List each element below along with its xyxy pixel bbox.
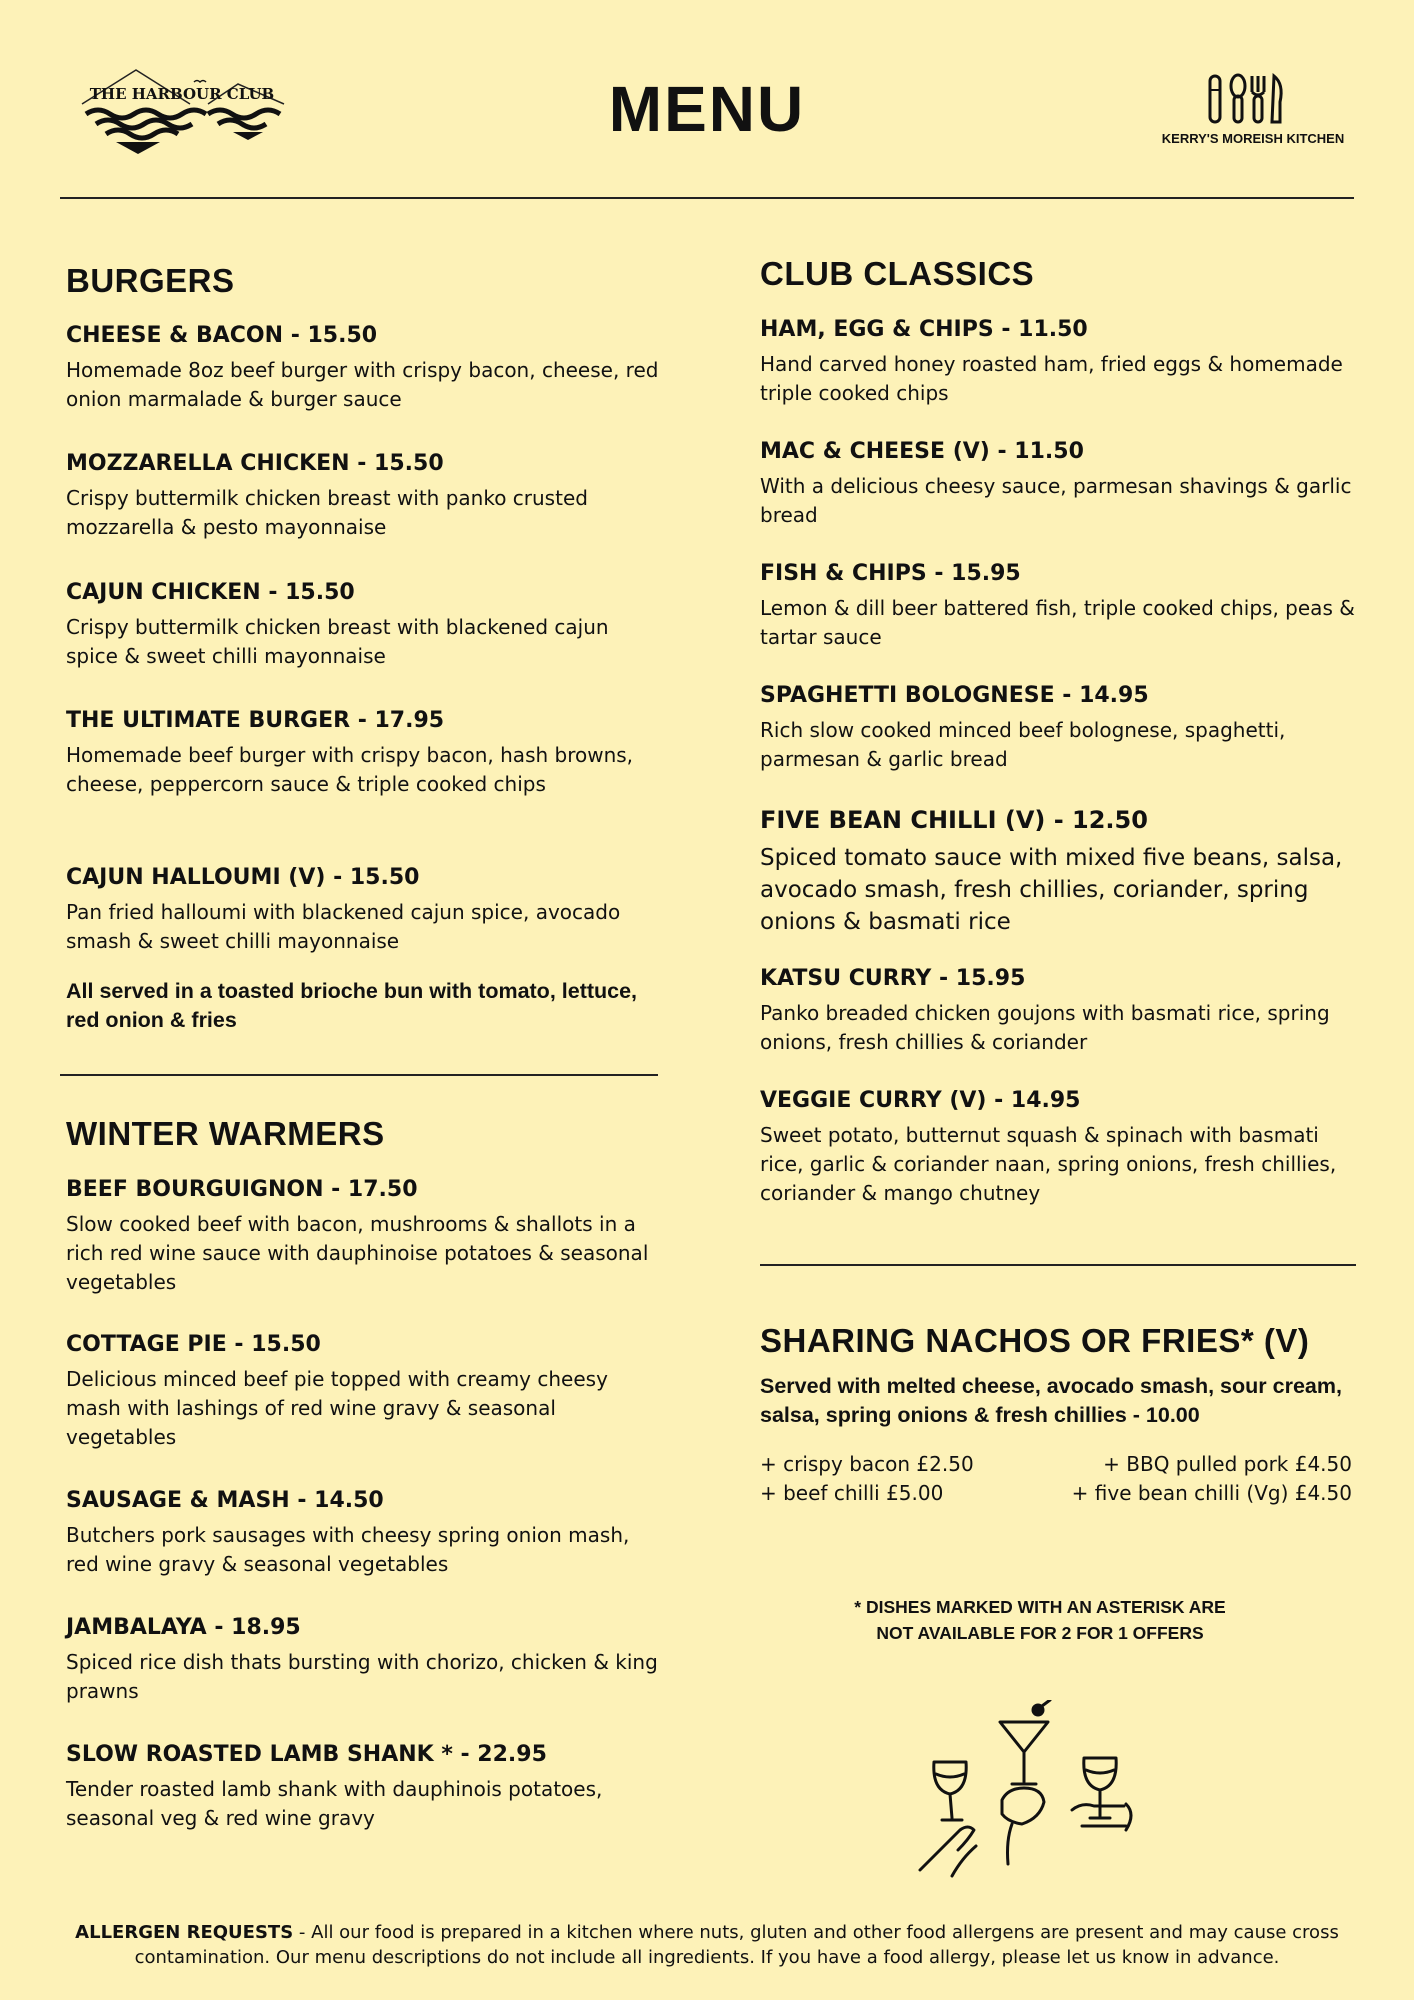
classics-section: [760, 255, 1360, 293]
header-divider: [60, 197, 1354, 199]
menu-item: [66, 323, 666, 414]
item-name: COTTAGE PIE - 15.50: [66, 1332, 321, 1357]
item-name: SAUSAGE & MASH - 14.50: [66, 1488, 384, 1513]
kitchen-logo: [1148, 72, 1358, 172]
menu-item: [66, 1177, 666, 1297]
menu-item: [66, 1742, 666, 1833]
item-desc: Homemade 8oz beef burger with crispy bacon, cheese, red onion marmalade & burger sauce: [66, 358, 659, 411]
item-name: CAJUN CHICKEN - 15.50: [66, 580, 355, 605]
item-name: MAC & CHEESE (V) - 11.50: [760, 439, 1084, 464]
item-name: SLOW ROASTED LAMB SHANK * - 22.95: [66, 1742, 547, 1767]
section-heading: CLUB CLASSICS: [760, 255, 1035, 292]
extra-item: + BBQ pulled pork £4.50: [1103, 1452, 1352, 1476]
item-name: VEGGIE CURRY (V) - 14.95: [760, 1088, 1081, 1113]
kitchen-logo-text: KERRY'S MOREISH KITCHEN: [1161, 131, 1345, 146]
section-heading: BURGERS: [66, 262, 235, 299]
asterisk-line: * DISHES MARKED WITH AN ASTERISK ARE: [854, 1597, 1226, 1617]
item-desc: Spiced tomato sauce with mixed five beans, salsa, avocado smash, fresh chillies, coriander, spring onions & basmati rice: [760, 845, 1343, 935]
winter-section: [66, 1115, 666, 1153]
menu-item: [760, 806, 1360, 938]
item-desc: Butchers pork sausages with cheesy spring onion mash, red wine gravy & seasonal vegetables: [66, 1523, 630, 1576]
extra-item: + five bean chilli (Vg) £4.50: [1071, 1481, 1352, 1505]
item-name: FIVE BEAN CHILLI (V) - 12.50: [760, 806, 1148, 834]
item-desc: Delicious minced beef pie topped with creamy cheesy mash with lashings of red wine gravy & seasonal vegetables: [66, 1367, 608, 1449]
item-desc: Lemon & dill beer battered fish, triple cooked chips, peas & tartar sauce: [760, 596, 1355, 649]
menu-item: [760, 439, 1360, 530]
menu-item: [66, 1488, 666, 1579]
burgers-note: [66, 977, 666, 1035]
extra-item: + crispy bacon £2.50: [760, 1452, 974, 1476]
item-name: THE ULTIMATE BURGER - 17.95: [66, 708, 445, 733]
item-desc: Crispy buttermilk chicken breast with blackened cajun spice & sweet chilli mayonnaise: [66, 615, 609, 668]
item-desc: Crispy buttermilk chicken breast with panko crusted mozzarella & pesto mayonnaise: [66, 486, 588, 539]
cheers-drinks-icon: [912, 1700, 1152, 1880]
item-name: KATSU CURRY - 15.95: [760, 966, 1026, 991]
menu-item: [760, 1088, 1360, 1208]
sharing-desc: [760, 1372, 1356, 1430]
item-name: JAMBALAYA - 18.95: [66, 1615, 301, 1640]
page-title: MENU: [608, 73, 806, 145]
item-desc: Slow cooked beef with bacon, mushrooms & shallots in a rich red wine sauce with dauphinoise potatoes & seasonal vegetables: [66, 1212, 649, 1294]
sharing-desc-text: Served with melted cheese, avocado smash, sour cream, salsa, spring onions & fresh chillies - 10.00: [760, 1374, 1342, 1427]
menu-item: [760, 683, 1360, 774]
menu-item: [760, 317, 1360, 408]
item-name: CHEESE & BACON - 15.50: [66, 323, 378, 348]
section-divider: [60, 1074, 658, 1076]
section-heading: WINTER WARMERS: [66, 1115, 385, 1152]
allergen-label: ALLERGEN REQUESTS: [75, 1922, 294, 1943]
section-heading: SHARING NACHOS OR FRIES* (V): [760, 1322, 1310, 1359]
menu-item: [760, 561, 1360, 652]
item-desc: Homemade beef burger with crispy bacon, hash browns, cheese, peppercorn sauce & triple cooked chips: [66, 743, 634, 796]
item-name: CAJUN HALLOUMI (V) - 15.50: [66, 865, 420, 890]
item-desc: Tender roasted lamb shank with dauphinois potatoes, seasonal veg & red wine gravy: [66, 1777, 603, 1830]
cutlery-icon: [1148, 72, 1358, 124]
item-name: BEEF BOURGUIGNON - 17.50: [66, 1177, 418, 1202]
menu-item: [66, 1332, 666, 1452]
extra-item: + beef chilli £5.00: [760, 1481, 944, 1505]
menu-item: [760, 966, 1360, 1057]
item-desc: Pan fried halloumi with blackened cajun spice, avocado smash & sweet chilli mayonnaise: [66, 900, 621, 953]
item-name: MOZZARELLA CHICKEN - 15.50: [66, 451, 444, 476]
menu-item: [66, 865, 666, 956]
note-text: All served in a toasted brioche bun with tomato, lettuce, red onion & fries: [66, 979, 638, 1032]
allergen-text: - All our food is prepared in a kitchen where nuts, gluten and other food allergens are present and may cause cross contamination. Our menu descriptions do not include all ingredients. If you have a food allergy, please let us know in advance.: [134, 1922, 1339, 1968]
menu-item: [66, 580, 666, 671]
burgers-section: [66, 262, 666, 300]
menu-item: [66, 451, 666, 542]
sharing-section: [760, 1322, 1380, 1360]
allergen-notice: [20, 1920, 1394, 1970]
sharing-extras: [760, 1450, 1352, 1508]
item-desc: Rich slow cooked minced beef bolognese, spaghetti, parmesan & garlic bread: [760, 718, 1286, 771]
item-desc: Panko breaded chicken goujons with basmati rice, spring onions, fresh chillies & coriander: [760, 1001, 1330, 1054]
menu-item: [66, 708, 666, 799]
item-name: HAM, EGG & CHIPS - 11.50: [760, 317, 1088, 342]
menu-item: [66, 1615, 666, 1706]
item-name: FISH & CHIPS - 15.95: [760, 561, 1021, 586]
item-name: SPAGHETTI BOLOGNESE - 14.95: [760, 683, 1149, 708]
item-desc: Hand carved honey roasted ham, fried eggs & homemade triple cooked chips: [760, 352, 1343, 405]
section-divider: [760, 1264, 1356, 1266]
logo-text: THE HARBOUR CLUB: [89, 85, 275, 103]
item-desc: Sweet potato, butternut squash & spinach with basmati rice, garlic & coriander naan, spring onions, fresh chillies, coriander & mango chutney: [760, 1123, 1337, 1205]
asterisk-note: [760, 1594, 1320, 1646]
item-desc: Spiced rice dish thats bursting with chorizo, chicken & king prawns: [66, 1650, 658, 1703]
asterisk-line: NOT AVAILABLE FOR 2 FOR 1 OFFERS: [876, 1623, 1204, 1643]
item-desc: With a delicious cheesy sauce, parmesan shavings & garlic bread: [760, 474, 1352, 527]
